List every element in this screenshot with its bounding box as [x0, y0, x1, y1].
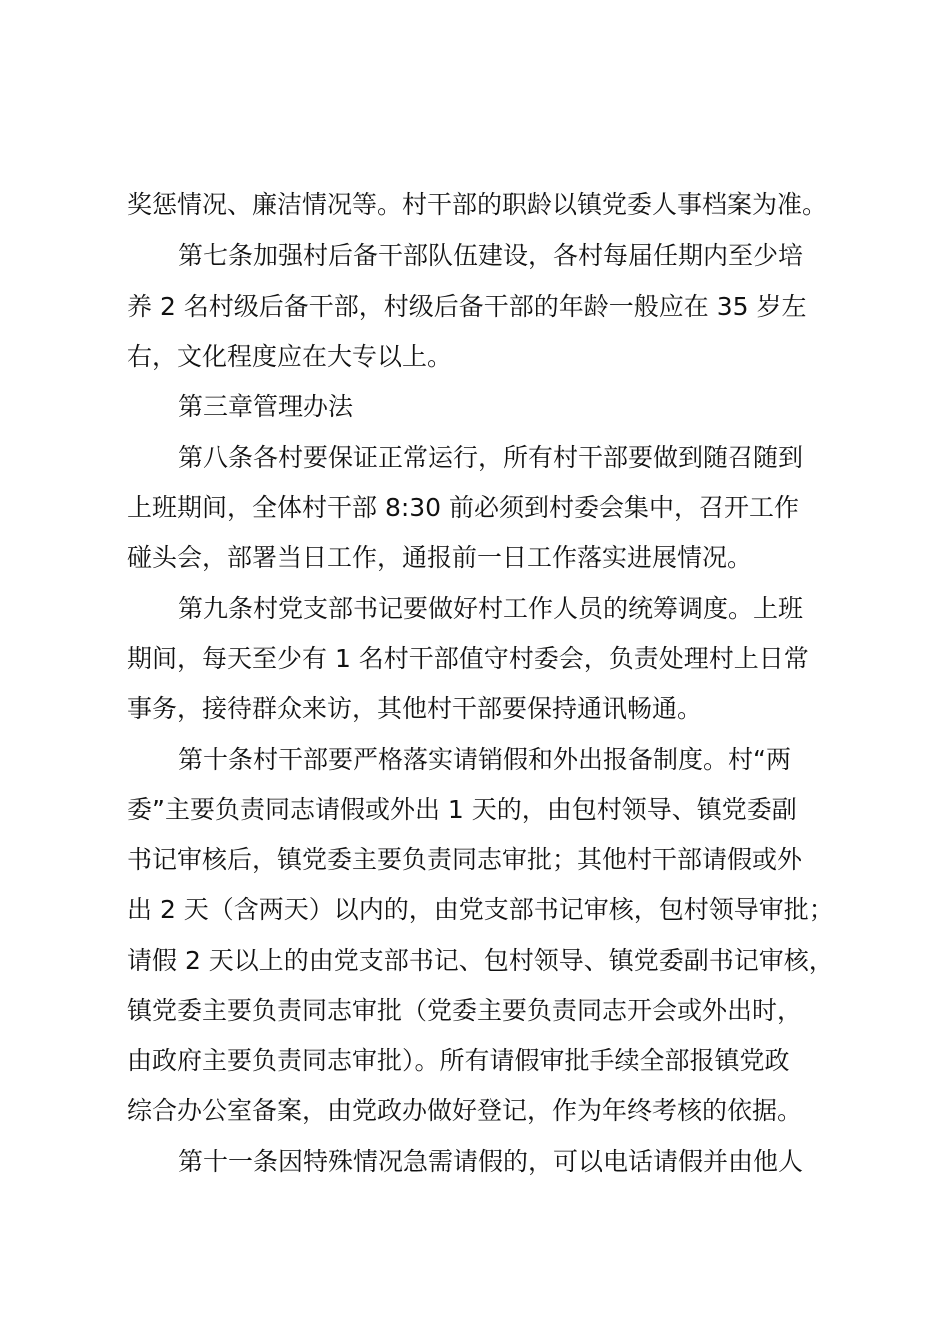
text-line: 镇党委主要负责同志审批（党委主要负责同志开会或外出时， — [127, 996, 803, 1025]
text-line: 事务，接待群众来访，其他村干部要保持通讯畅通。 — [127, 694, 703, 723]
text-line: 书记审核后，镇党委主要负责同志审批；其他村干部请假或外 — [127, 845, 803, 874]
text-line: 右，文化程度应在大专以上。 — [127, 342, 453, 371]
chapter-heading: 第三章管理办法 — [178, 392, 354, 421]
article-7-line: 第七条加强村后备干部队伍建设，各村每届任期内至少培 — [178, 241, 804, 270]
text-line: 碰头会，部署当日工作，通报前一日工作落实进展情况。 — [127, 543, 753, 572]
article-9-line: 第九条村党支部书记要做好村工作人员的统筹调度。上班 — [178, 594, 804, 623]
text-line: 委”主要负责同志请假或外出 1 天的，由包村领导、镇党委副 — [127, 795, 797, 824]
article-8-line: 第八条各村要保证正常运行，所有村干部要做到随召随到 — [178, 443, 804, 472]
text-line: 综合办公室备案，由党政办做好登记，作为年终考核的依据。 — [127, 1096, 803, 1125]
text-line: 奖惩情况、廉洁情况等。村干部的职龄以镇党委人事档案为准。 — [127, 190, 828, 219]
text-line: 养 2 名村级后备干部，村级后备干部的年龄一般应在 35 岁左 — [127, 292, 807, 321]
text-line: 请假 2 天以上的由党支部书记、包村领导、镇党委副书记审核， — [127, 946, 834, 975]
article-11-line: 第十一条因特殊情况急需请假的，可以电话请假并由他人 — [178, 1147, 804, 1176]
text-line: 上班期间，全体村干部 8:30 前必须到村委会集中，召开工作 — [127, 493, 800, 522]
article-10-line: 第十条村干部要严格落实请销假和外出报备制度。村“两 — [178, 745, 791, 774]
text-line: 由政府主要负责同志审批）。所有请假审批手续全部报镇党政 — [127, 1046, 790, 1075]
text-line: 出 2 天（含两天）以内的，由党支部书记审核，包村领导审批； — [127, 895, 834, 924]
text-line: 期间，每天至少有 1 名村干部值守村委会，负责处理村上日常 — [127, 644, 809, 673]
